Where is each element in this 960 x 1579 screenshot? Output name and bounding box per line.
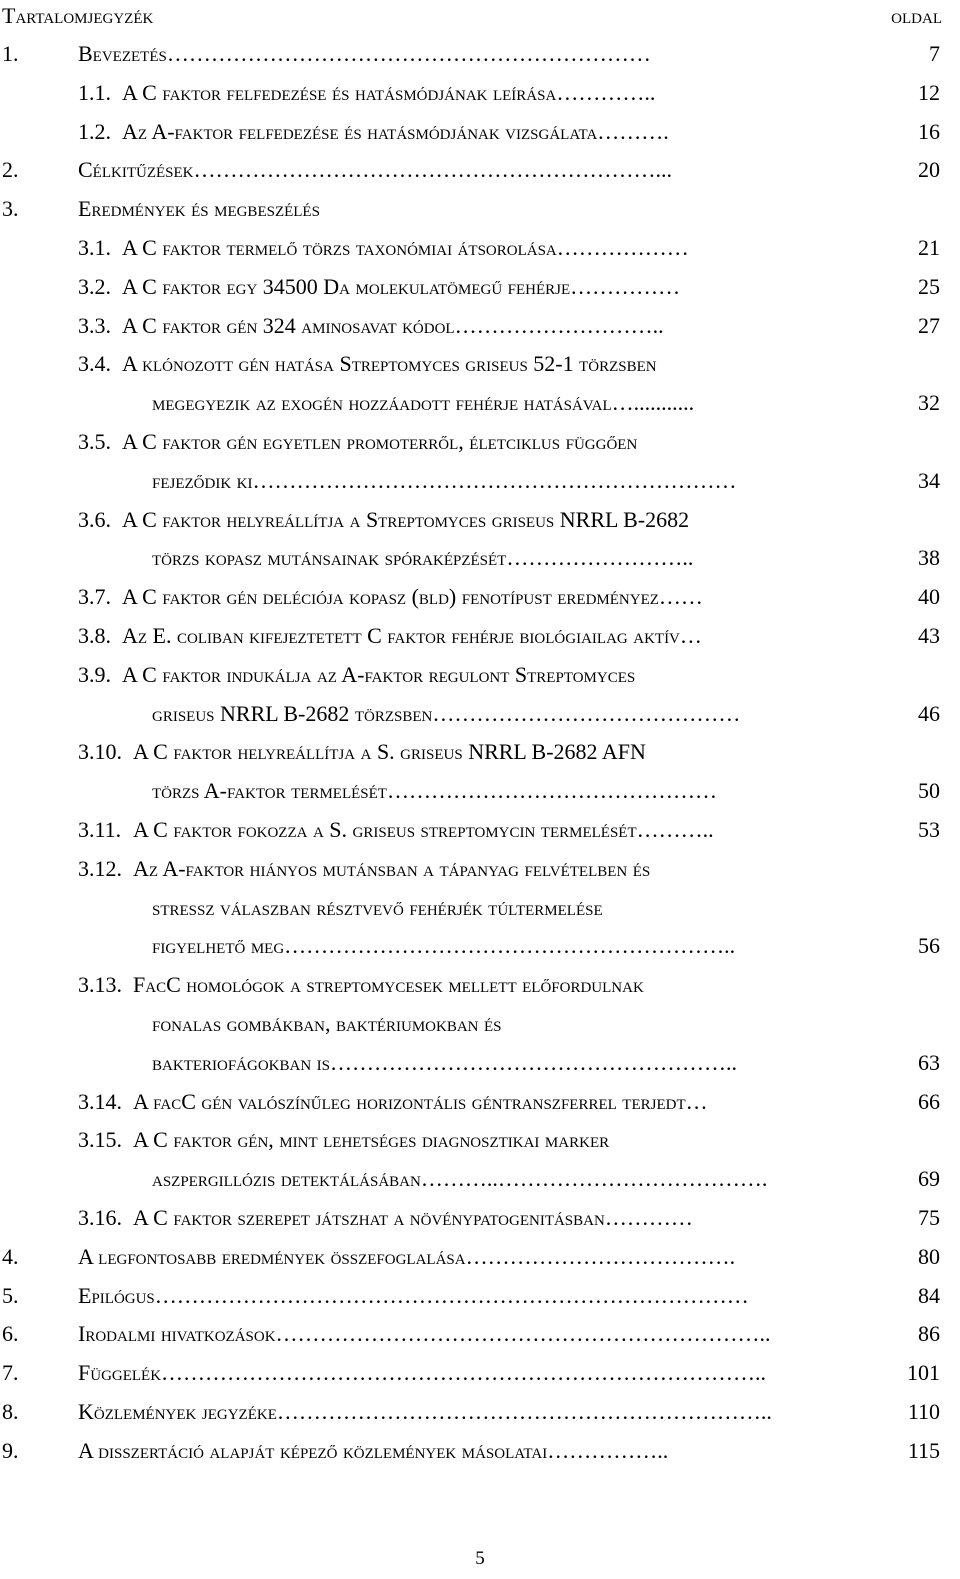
toc-entry-number: 3.3. <box>78 312 111 338</box>
toc-entry-number: 3.6. <box>78 506 111 532</box>
toc-entry-page: 12 <box>918 79 940 105</box>
toc-entry-number: 3.5. <box>78 429 111 454</box>
toc-entry-title: Az A-faktor felfedezése és hatásmódjának vizsgálata………. <box>122 118 669 144</box>
toc-entry-number: 1.1. <box>78 79 111 105</box>
toc-entry-page: 27 <box>918 312 940 338</box>
header-title: Tartalomjegyzék <box>2 3 154 28</box>
toc-entry-number: 3.1. <box>78 235 111 260</box>
toc-entry-page: 20 <box>918 157 940 183</box>
toc-entry-page: 86 <box>918 1321 940 1347</box>
toc-entry-number: 9. <box>2 1437 19 1463</box>
toc-entry-page: 75 <box>918 1205 940 1230</box>
toc-entry-page: 16 <box>918 118 940 144</box>
toc-entry-title: A legfontosabb eredmények összefoglalása………………………………. <box>78 1243 736 1269</box>
toc-entry-number: 6. <box>2 1321 19 1347</box>
toc-entry-number: 3.7. <box>78 584 111 610</box>
toc-entry-number: 3.10. <box>78 739 122 765</box>
toc-entry-number: 8. <box>2 1399 19 1424</box>
toc-entry-title-continued: törzs kopasz mutánsainak spóraképzését…………………….. <box>152 545 694 571</box>
toc-entry-title-continued: törzs A-faktor termelését……………………………………… <box>152 778 717 804</box>
toc-entry-page: 66 <box>918 1088 940 1114</box>
toc-entry-page: 80 <box>918 1243 940 1269</box>
toc-entry-page: 7 <box>929 41 940 66</box>
toc-entry-number: 5. <box>2 1282 19 1308</box>
toc-entry-page: 110 <box>907 1399 940 1424</box>
toc-entry-title: A C faktor gén egyetlen promoterről, életciklus függően <box>122 429 638 454</box>
toc-entry-title: Az A-faktor hiányos mutánsban a tápanyag felvételben és <box>133 855 651 881</box>
toc-entry-title: FacC homológok a streptomycesek mellett előfordulnak <box>133 972 644 998</box>
toc-entry-title: A klónozott gén hatása Streptomyces griseus 52-1 törzsben <box>122 351 657 377</box>
toc-entry-title-continued: bakteriofágokban is……………………………………………….. <box>152 1049 738 1075</box>
toc-entry-page: 21 <box>918 235 940 260</box>
toc-entry-page: 50 <box>918 778 940 804</box>
toc-entry-number: 3. <box>2 196 19 222</box>
toc-entry-page: 40 <box>918 584 940 610</box>
toc-entry-title-continued: stressz válaszban résztvevő fehérjék túltermelése <box>152 894 603 920</box>
toc-entry-title: A C faktor gén deléciója kopasz (bld) fenotípust eredményez…… <box>122 584 703 610</box>
toc-entry-title: Eredmények és megbeszélés <box>78 196 320 222</box>
toc-entry-title-continued: griseus NRRL B-2682 törzsben…………………………………… <box>152 700 741 726</box>
toc-entry-title: A C faktor egy 34500 Da molekulatömegű fehérje…………… <box>122 273 681 299</box>
toc-entry-title-continued: fonalas gombákban, baktériumokban és <box>152 1010 502 1036</box>
toc-entry-title-continued: figyelhető meg…………………………………………………….. <box>152 933 736 959</box>
toc-entry-title: A disszertáció alapját képező közlemények másolatai…………….. <box>78 1437 669 1463</box>
toc-entry-number: 3.11. <box>78 817 122 842</box>
toc-entry-number: 3.2. <box>78 273 111 299</box>
toc-entry-page: 56 <box>918 933 940 959</box>
toc-entry-number: 3.8. <box>78 623 111 648</box>
toc-entry-title: Irodalmi hivatkozások………………………………………………………….. <box>78 1321 771 1347</box>
toc-entry-number: 3.9. <box>78 661 111 687</box>
toc-entry-page: 32 <box>918 390 940 416</box>
toc-entry-number: 3.13. <box>78 972 122 998</box>
toc-entry-number: 7. <box>2 1360 19 1386</box>
toc-entry-title: A C faktor indukálja az A-faktor regulont Streptomyces <box>122 661 636 687</box>
toc-entry-number: 3.4. <box>78 351 111 377</box>
toc-entry-number: 2. <box>2 157 19 183</box>
toc-entry-title: Epilógus……………………………………………………………………… <box>78 1282 749 1308</box>
toc-entry-title-continued: aszpergillózis detektálásában………..………………………………. <box>152 1166 768 1192</box>
toc-entry-title: Közlemények jegyzéke………………………………………………………….. <box>78 1399 772 1424</box>
toc-entry-number: 1. <box>2 41 19 66</box>
toc-entry-number: 4. <box>2 1243 19 1269</box>
toc-entry-page: 69 <box>918 1166 940 1192</box>
toc-entry-title-continued: fejeződik ki………………………………………………………… <box>152 467 737 493</box>
toc-entry-title: Bevezetés………………………………………………………… <box>78 41 651 66</box>
toc-entry-title: A C faktor gén, mint lehetséges diagnosztikai marker <box>133 1127 610 1153</box>
toc-entry-title: A C faktor helyreállítja a S. griseus NRRL B-2682 AFN <box>133 739 646 765</box>
toc-entry-title: A C faktor fokozza a S. griseus streptomycin termelését……….. <box>133 817 714 842</box>
toc-entry-number: 1.2. <box>78 118 111 144</box>
toc-entry-page: 25 <box>918 273 940 299</box>
toc-entry-page: 63 <box>918 1049 940 1075</box>
toc-entry-title-continued: megegyezik az exogén hozzáadott fehérje hatásával…........... <box>152 390 695 416</box>
toc-entry-number: 3.12. <box>78 855 122 881</box>
toc-entry-page: 101 <box>907 1360 940 1386</box>
toc-entry-number: 3.15. <box>78 1127 122 1153</box>
toc-entry-page: 46 <box>918 700 940 726</box>
toc-entry-title: A facC gén valószínűleg horizontális géntranszferrel terjedt… <box>133 1088 708 1114</box>
toc-entry-title: A C faktor szerepet játszhat a növénypatogenitásban………… <box>133 1205 693 1230</box>
toc-entry-page: 38 <box>918 545 940 571</box>
toc-entry-title: A C faktor helyreállítja a Streptomyces griseus NRRL B-2682 <box>122 506 690 532</box>
toc-entry-number: 3.16. <box>78 1205 122 1230</box>
toc-entry-title: A C faktor gén 324 aminosavat kódol……………………….. <box>122 312 664 338</box>
header-page-column: oldal <box>891 3 942 28</box>
toc-entry-page: 53 <box>918 817 940 842</box>
toc-entry-title: Az E. coliban kifejeztetett C faktor fehérje biológiailag aktív… <box>122 623 702 648</box>
toc-entry-page: 84 <box>918 1282 940 1308</box>
toc-entry-page: 43 <box>918 623 940 648</box>
toc-entry-title: Függelék……………………………………………………………………….. <box>78 1360 767 1386</box>
toc-entry-title: A C faktor felfedezése és hatásmódjának leírása………….. <box>122 79 656 105</box>
toc-entry-number: 3.14. <box>78 1088 122 1114</box>
toc-entry-page: 115 <box>907 1437 940 1463</box>
toc-entry-title: A C faktor termelő törzs taxonómiai átsorolása……………… <box>122 235 689 260</box>
toc-entry-page: 34 <box>918 467 940 493</box>
page-number: 5 <box>475 1548 485 1569</box>
toc-entry-title: Célkitűzések………………………………………………………... <box>78 157 672 183</box>
